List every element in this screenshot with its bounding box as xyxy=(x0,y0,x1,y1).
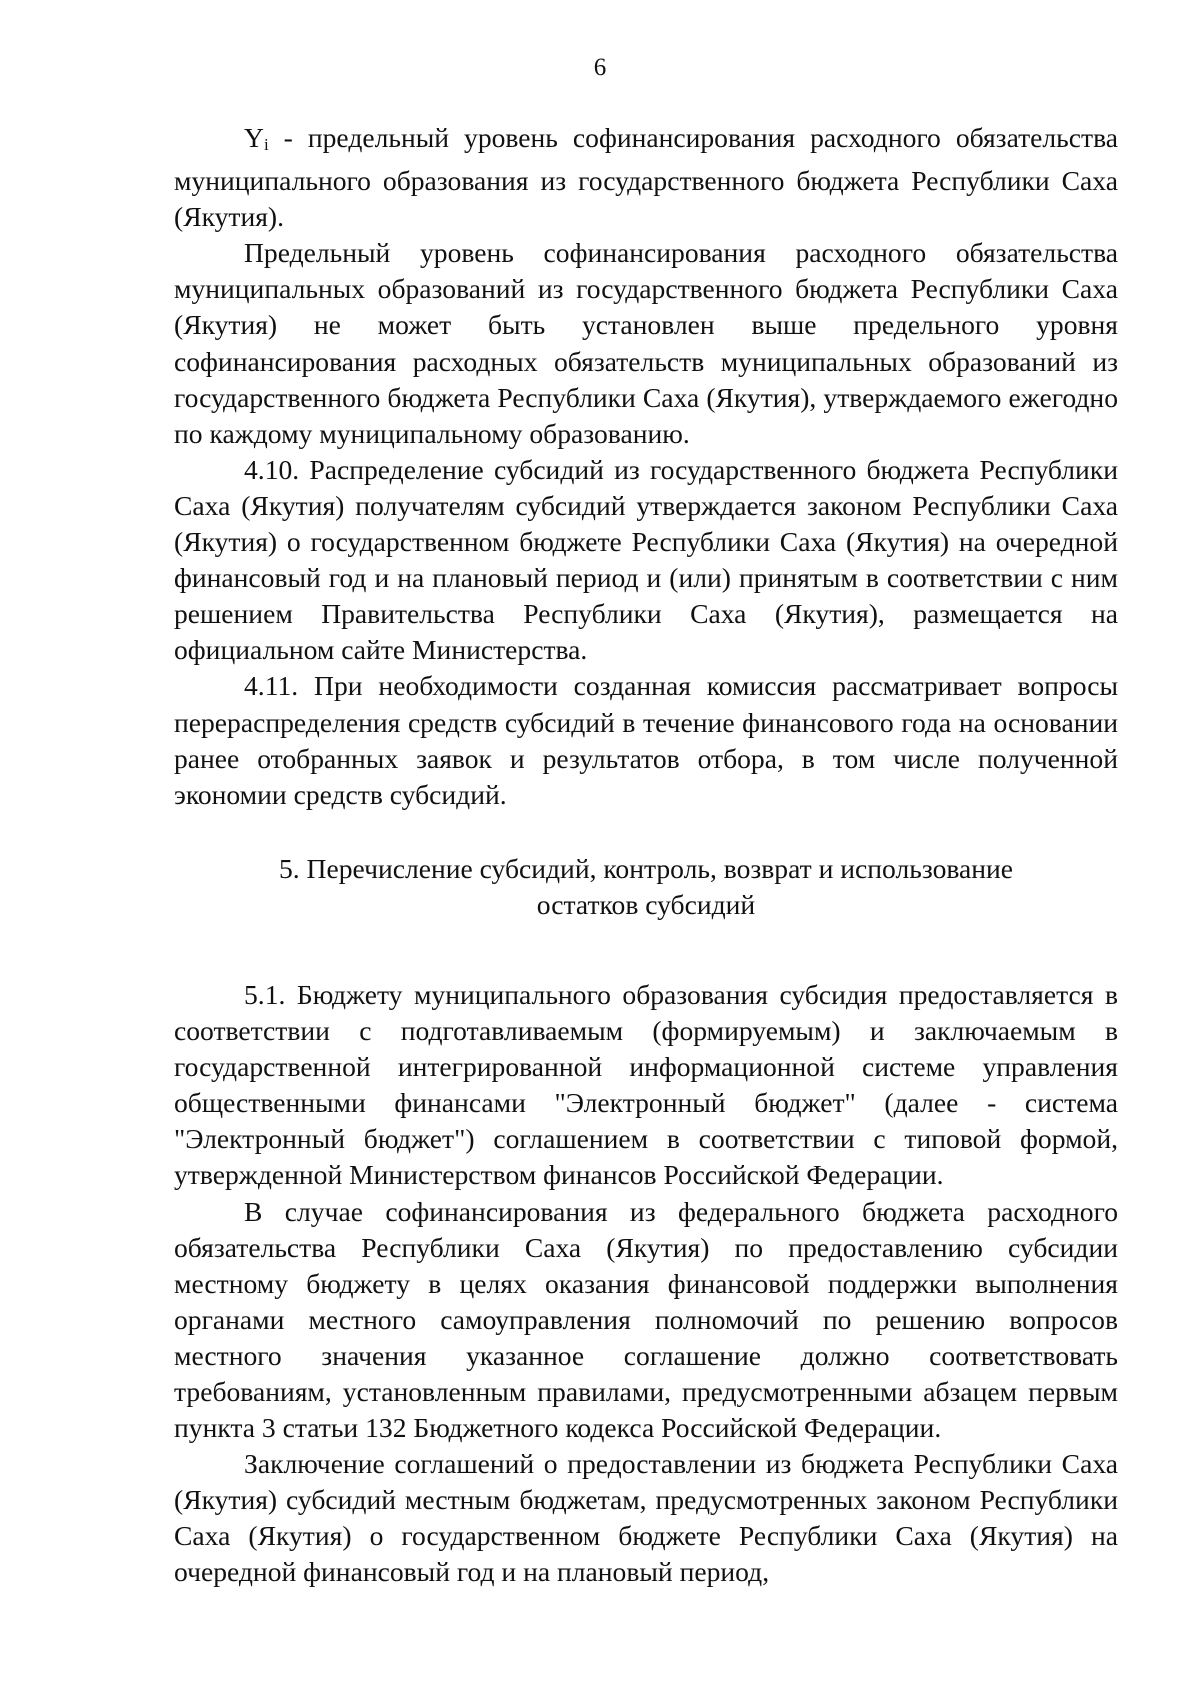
document-body xyxy=(174,120,1118,1591)
paragraph-5-1: 5.1. Бюджету муниципального образования субсидия предоставляется в соответствии с подготавливаемым (формируемым) и заключаемым в государственной интегрированной информационной системе управления общественными финансами "Электронный бюджет" (далее - система "Электронный бюджет") соглашением в соответствии с типовой формой, утвержденной Министерством финансов Российской Федерации. xyxy=(174,978,1118,1191)
yi-definition-text: - предельный уровень софинансирования расходного обязательства муниципального образования из государственного бюджета Республики Саха (Якутия). xyxy=(174,122,1118,233)
yi-subscript: i xyxy=(263,135,269,154)
paragraph-federal-cofinancing: В случае софинансирования из федерального бюджета расходного обязательства Республики Саха (Якутия) по предоставлению субсидии местному бюджету в целях оказания финансовой поддержки выполнения органами местного самоуправления полномочий по решению вопросов местного значения указанное соглашение должно соответствовать требованиям, установленным правилами, предусмотренными абзацем первым пункта 3 статьи 132 Бюджетного кодекса Российской Федерации. xyxy=(174,1195,1118,1444)
paragraph-agreements: Заключение соглашений о предоставлении из бюджета Республики Саха (Якутия) субсидий местным бюджетам, предусмотренных законом Республики Саха (Якутия) о государственном бюджете Республики Саха (Якутия) на очередной финансовый год и на плановый период, xyxy=(174,1448,1118,1588)
paragraph-4-10: 4.10. Распределение субсидий из государственного бюджета Республики Саха (Якутия) получателям субсидий утверждается законом Республики Саха (Якутия) о государственном бюджете Республики Саха (Якутия) на очередной финансовый год и на плановый период и (или) принятым в соответствии с ним решением Правительства Республики Саха (Якутия), размещается на официальном сайте Министерства. xyxy=(174,453,1118,666)
yi-symbol: Y xyxy=(244,122,264,153)
section-heading xyxy=(174,851,1118,923)
paragraph-cofinancing-limit: Предельный уровень софинансирования расходного обязательства муниципальных образований из государственного бюджета Республики Саха (Якутия) не может быть установлен выше предельного уровня софинансирования расходных обязательств муниципальных образований из государственного бюджета Республики Саха (Якутия), утверждаемого ежегодно по каждому муниципальному образованию. xyxy=(174,237,1118,449)
section-heading-line-1: 5. Перечисление субсидий, контроль, возврат и использование xyxy=(278,852,1014,884)
page-number: 6 xyxy=(593,54,607,81)
section-heading-line-2: остатков субсидий xyxy=(536,888,756,920)
paragraph-4-11: 4.11. При необходимости созданная комиссия рассматривает вопросы перераспределения средств субсидий в течение финансового года на основании ранее отобранных заявок и результатов отбора, в том числе полученной экономии средств субсидий. xyxy=(174,670,1118,810)
paragraph-yi-definition xyxy=(174,120,1118,235)
